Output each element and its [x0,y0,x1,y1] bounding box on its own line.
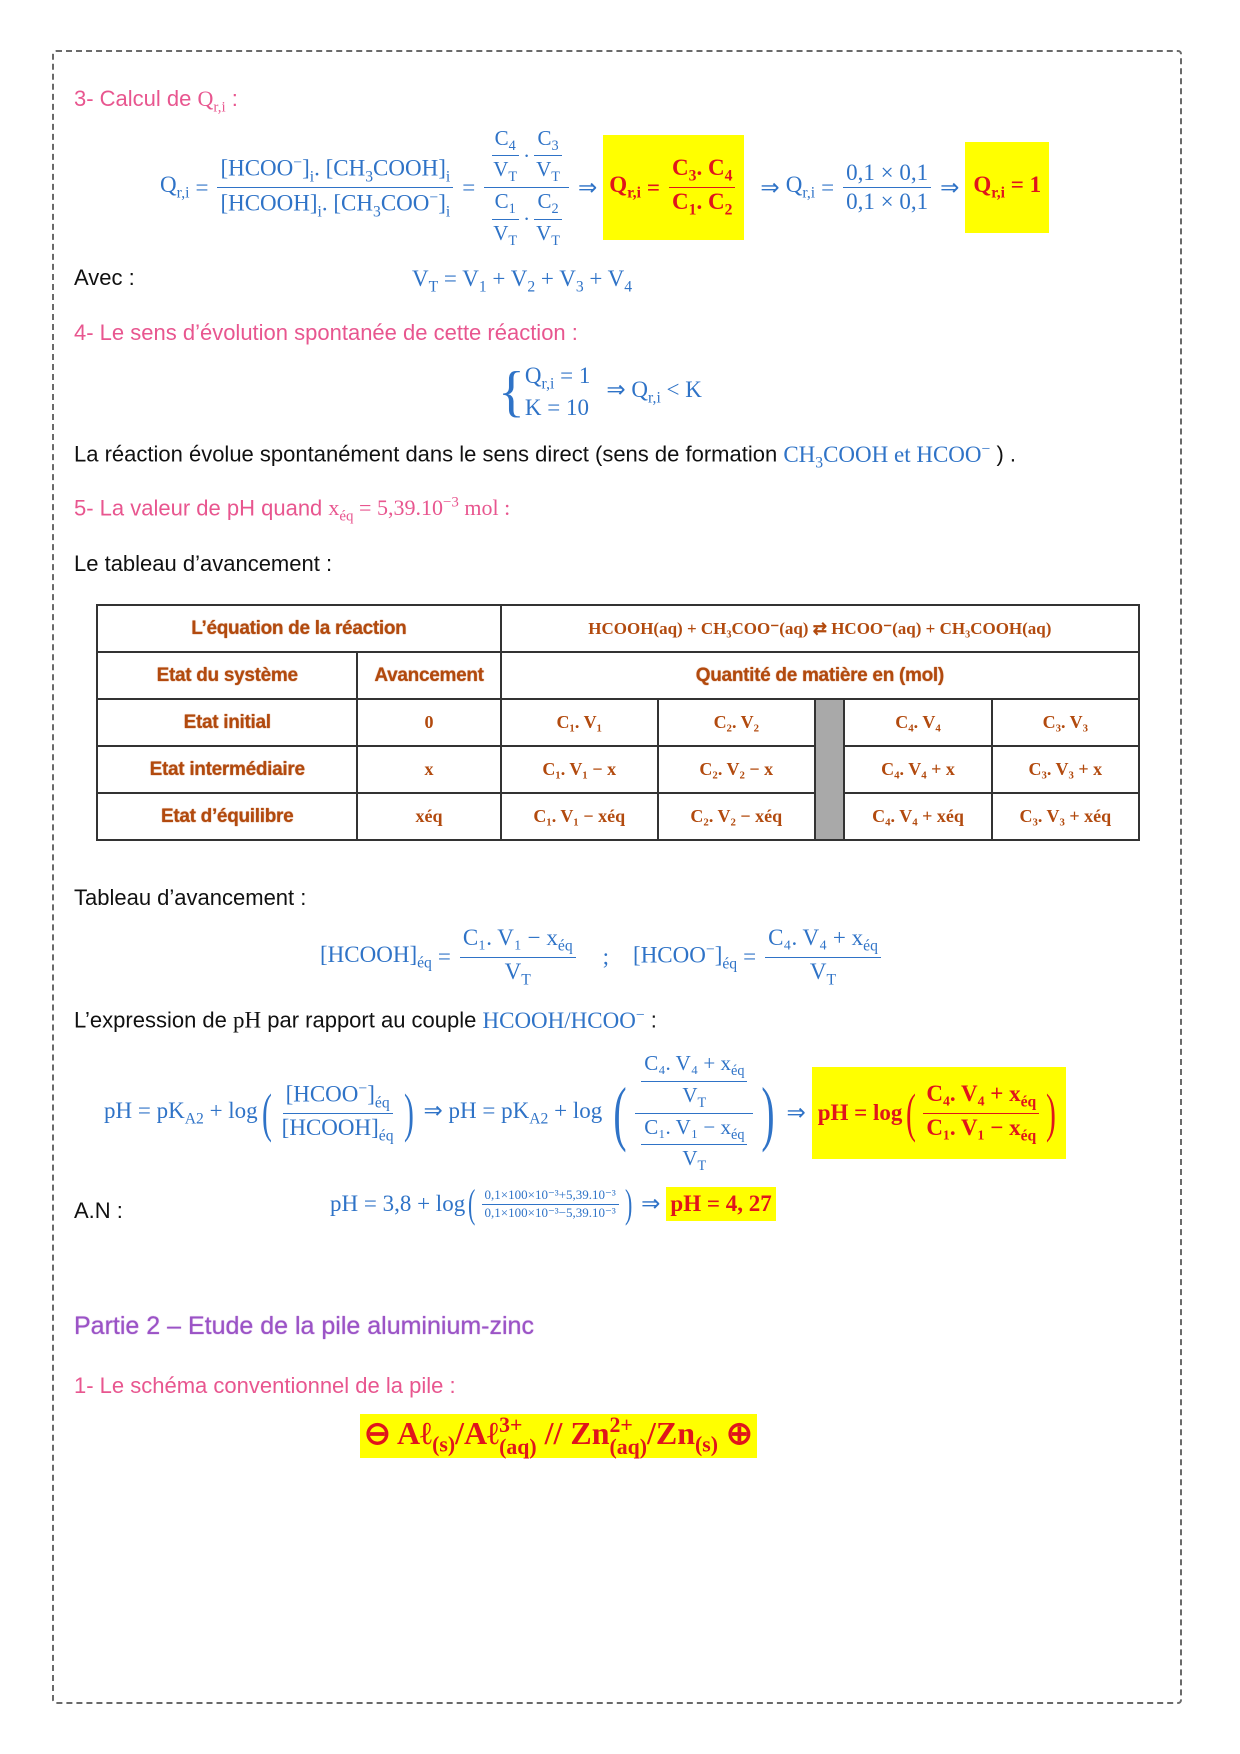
table-row: Etat intermédiaire x C₁. V₁ − x C₂. V₂ − x C₄. V₄ + x C₃. V₃ + x [97,746,1139,793]
partie-2-title: Partie 2 – Etude de la pile aluminium-zinc [74,1312,534,1340]
concentration-equations: $[HCOOH]_{éq}$ = $\frac{C_1. V_1 - x_{éq}}{V_T}$ ; $[HCOO^-]_{éq}$ = $\frac{C_4. V_4 + x_{éq}}{V_T}$ [320,925,884,989]
direction-sentence: La réaction évolue spontanément dans le sens direct (sens de formation $CH_3COOH$ et HCOO− ) . [74,440,1017,472]
qri-volume-fraction: $\frac{C_4}{V_T}$ · $\frac{C_3}{V_T}$ $\frac{C_1}{V_T}$ · $\frac{C_2}{V_T}$ [484,126,569,249]
section-5-title: 5- La valeur de pH quand $x_{éq} = 5,39.10^{-3}$ mol : [74,495,511,525]
section-4-title: 4- Le sens d’évolution spontanée de cette réaction : [74,320,578,345]
qri-equation: $Q_{r,i}$ = $\frac{[HCOO^-]_i. [CH_3COOH]_i}{[HCOOH]_i. [CH_3COO^-]_i}$ = $\frac{C_4}{V_T}$ · $\frac{C_3}{V_T}$ $\frac{C_1}{V_T}$ · $\frac{C_2}{V_T}$ ⇒ $Q_{r,i}$ = $\frac{C_3. C_4}{C_1. C_2}$ ⇒ $Q_{r,i}$ = $\frac{0,1 \times 0,1}{0,1 \times 0,1}$ ⇒ $Q_{r,i} = 1$ [160,130,1049,245]
partie-2-question-1: 1- Le schéma conventionnel de la pile : [74,1373,456,1398]
table-row: Etat initial 0 C₁. V₁ C₂. V₂ C₄. V₄ C₃. V₃ [97,699,1139,746]
table-separator-column [815,699,845,840]
cell-diagram-highlight: ⊖ Aℓ$_{(s)}$/Aℓ 3+ (aq) // Zn 2+ (aq) $/Zn_{(s)}$ ⊕ [360,1414,757,1458]
section-3-title: 3- Calcul de $Q_{r,i}$ : [74,86,238,116]
qri-result-highlight: $Q_{r,i} = 1$ [965,142,1049,233]
advancement-table [96,604,1140,841]
table-header-equation: L’équation de la réaction [97,605,501,652]
table-intro: Le tableau d’avancement : [74,551,333,576]
table-header-quantity: Quantité de matière en (mol) [501,652,1139,699]
table-label: Tableau d’avancement : [74,885,307,910]
an-equation: pH = 3,8 + log ( $\frac{\text{0,1×100×10⁻³+5,39.10⁻³}}{\text{0,1×100×10⁻³−5,39.10⁻³}}$ ) ⇒ pH = 4, 27 [330,1184,776,1224]
evolution-system: { $Q_{r,i} = 1$ K = 10 ⇒ $Q_{r,i} < K$ [498,361,702,424]
ph-result-highlight: pH = 4, 27 [666,1187,775,1221]
vt-equation: $V_T = V_1 + V_2 + V_3 + V_4$ [412,266,633,296]
table-header-state: Etat du système [97,652,357,699]
ph-expression-intro: L’expression de pH par rapport au couple HCOOH/HCOO− : [74,1006,657,1033]
table-row: Etat d’équilibre xéq C₁. V₁ − xéq C₂. V₂ − xéq C₄. V₄ + xéq C₃. V₃ + xéq [97,793,1139,840]
avec-label: Avec : [74,265,135,290]
qri-concentration-fraction: $\frac{[HCOO^-]_i. [CH_3COOH]_i}{[HCOOH]_i. [CH_3COO^-]_i}$ [217,154,453,221]
an-label: A.N : [74,1198,123,1223]
qri-formula-highlight: $Q_{r,i}$ = $\frac{C_3. C_4}{C_1. C_2}$ [603,135,744,239]
table-header-advancement: Avancement [357,652,500,699]
ph-equation: pH = $pK_{A2} + \log$ ( $\frac{[HCOO^-]_{éq}}{[HCOOH]_{éq}}$ ) ⇒ pH = $pK_{A2} + \log$ ( $\frac{\frac{C_4. V_4 + x_{éq}}{V_T}}{\frac{C_1. V_1 - x_{éq}}{V_T}}$ ) ⇒ pH = log ( $\frac{C_4. V_4 + x_{éq}}{C_1. V_1 - x_{éq}}$ ) [104,1054,1066,1172]
ph-formula-highlight: pH = log ( $\frac{C_4. V_4 + x_{éq}}{C_1. V_1 - x_{éq}}$ ) [812,1067,1066,1159]
table-reaction: HCOOH(aq) + CH₃COO⁻(aq) ⇄ HCOO⁻(aq) + CH₃COOH(aq) [501,605,1139,652]
